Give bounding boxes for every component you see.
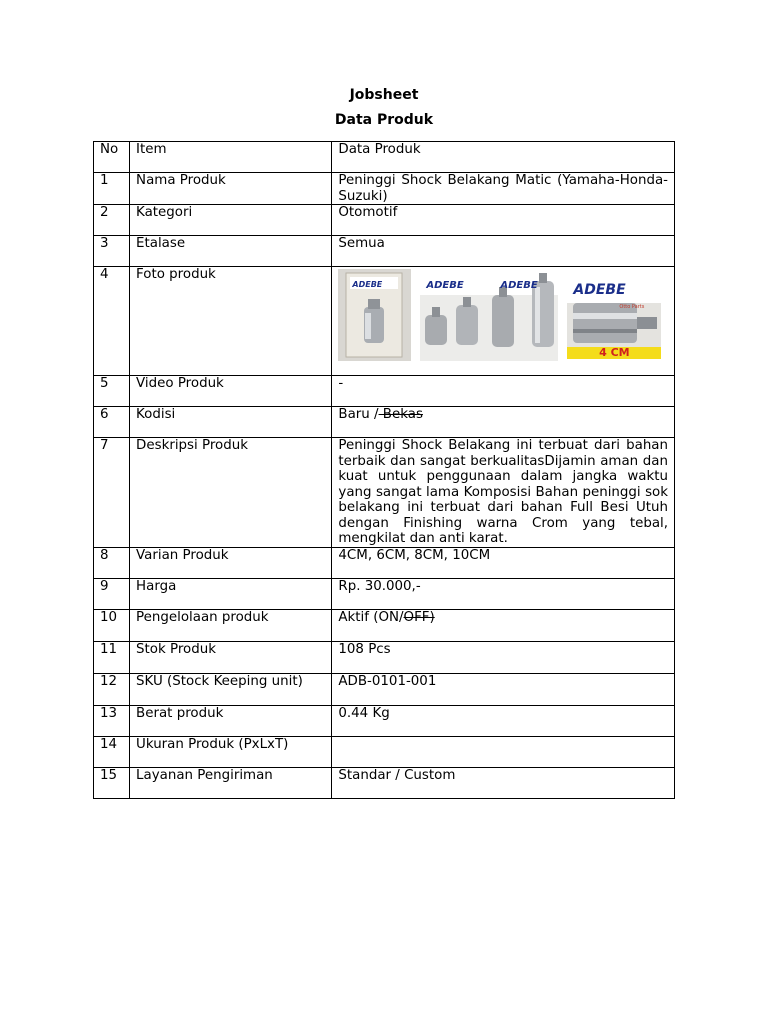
row-value: Peninggi Shock Belakang Matic (Yamaha-Honda-Suzuki) bbox=[332, 173, 675, 205]
row-value bbox=[332, 609, 675, 641]
row-item: Etalase bbox=[130, 236, 332, 267]
table-row bbox=[94, 767, 675, 798]
row-no: 12 bbox=[94, 673, 130, 705]
table-row bbox=[94, 673, 675, 705]
row-no: 2 bbox=[94, 205, 130, 236]
row-value: Standar / Custom bbox=[332, 767, 675, 798]
condition-used-struck: Bekas bbox=[378, 407, 423, 422]
product-photo-4cm bbox=[567, 267, 661, 359]
table-row bbox=[94, 547, 675, 578]
table-row bbox=[94, 609, 675, 641]
row-item: Varian Produk bbox=[130, 547, 332, 578]
table-row bbox=[94, 705, 675, 736]
row-item: Ukuran Produk (PxLxT) bbox=[130, 736, 332, 767]
table-row bbox=[94, 236, 675, 267]
closeup-brand-tag: Otto Parts bbox=[619, 304, 645, 310]
row-no: 9 bbox=[94, 578, 130, 609]
table-row bbox=[94, 736, 675, 767]
product-photo-variants bbox=[420, 269, 558, 361]
row-item: Stok Produk bbox=[130, 641, 332, 673]
row-value: 108 Pcs bbox=[332, 641, 675, 673]
row-no: 14 bbox=[94, 736, 130, 767]
row-no: 1 bbox=[94, 173, 130, 205]
header-no: No bbox=[94, 142, 130, 173]
row-value: Semua bbox=[332, 236, 675, 267]
row-no: 15 bbox=[94, 767, 130, 798]
row-value: Rp. 30.000,- bbox=[332, 578, 675, 609]
row-item: Pengelolaan produk bbox=[130, 609, 332, 641]
row-no: 5 bbox=[94, 376, 130, 407]
row-value: ADB-0101-001 bbox=[332, 673, 675, 705]
doc-title: Jobsheet bbox=[349, 87, 419, 103]
table-row bbox=[94, 578, 675, 609]
row-item: SKU (Stock Keeping unit) bbox=[130, 673, 332, 705]
doc-subtitle: Data Produk bbox=[334, 112, 434, 128]
row-item: Layanan Pengiriman bbox=[130, 767, 332, 798]
row-value: - bbox=[332, 376, 675, 407]
row-no: 6 bbox=[94, 407, 130, 438]
table-row bbox=[94, 641, 675, 673]
row-no: 11 bbox=[94, 641, 130, 673]
row-value bbox=[332, 736, 675, 767]
row-value: 4CM, 6CM, 8CM, 10CM bbox=[332, 547, 675, 578]
row-item: Deskripsi Produk bbox=[130, 438, 332, 548]
package-brand: ADEBE bbox=[352, 280, 383, 289]
row-value-description: Peninggi Shock Belakang ini terbuat dari bahan terbaik dan sangat berkualitasDijamin aman dan kuat untuk penggunaan dalam jangka waktu yang sangat lama Komposisi Bahan peninggi sok belakang ini terbuat dari bahan Full Besi Utuh dengan Finishing warna Crom yang tebal, mengkilat dan anti karat. bbox=[332, 438, 675, 548]
row-no: 4 bbox=[94, 267, 130, 376]
row-no: 13 bbox=[94, 705, 130, 736]
row-no: 7 bbox=[94, 438, 130, 548]
header-value: Data Produk bbox=[332, 142, 675, 173]
table-row bbox=[94, 407, 675, 438]
row-item: Harga bbox=[130, 578, 332, 609]
product-photos bbox=[338, 267, 668, 367]
size-label: 4 CM bbox=[567, 347, 661, 359]
row-no: 3 bbox=[94, 236, 130, 267]
status-active: Aktif (ON/ bbox=[338, 609, 404, 625]
row-item: Nama Produk bbox=[130, 173, 332, 205]
row-item: Berat produk bbox=[130, 705, 332, 736]
row-value: 0.44 Kg bbox=[332, 705, 675, 736]
closeup-brand: ADEBE bbox=[573, 282, 626, 298]
table-row bbox=[94, 267, 675, 376]
row-item: Video Produk bbox=[130, 376, 332, 407]
product-data-table bbox=[93, 141, 675, 799]
row-value-photos bbox=[332, 267, 675, 376]
row-item: Foto produk bbox=[130, 267, 332, 376]
row-no: 8 bbox=[94, 547, 130, 578]
table-row bbox=[94, 173, 675, 205]
row-item: Kodisi bbox=[130, 407, 332, 438]
table-row bbox=[94, 438, 675, 548]
status-off-struck: OFF) bbox=[403, 609, 435, 625]
row-item: Kategori bbox=[130, 205, 332, 236]
row-no: 10 bbox=[94, 609, 130, 641]
row-value bbox=[332, 407, 675, 438]
table-header-row bbox=[94, 142, 675, 173]
variants-brand-2: ADEBE bbox=[500, 280, 538, 291]
variants-brand-1: ADEBE bbox=[426, 280, 464, 291]
condition-new: Baru / bbox=[338, 407, 379, 422]
header-item: Item bbox=[130, 142, 332, 173]
row-value: Otomotif bbox=[332, 205, 675, 236]
table-row bbox=[94, 205, 675, 236]
product-photo-package bbox=[338, 269, 411, 361]
table-row bbox=[94, 376, 675, 407]
